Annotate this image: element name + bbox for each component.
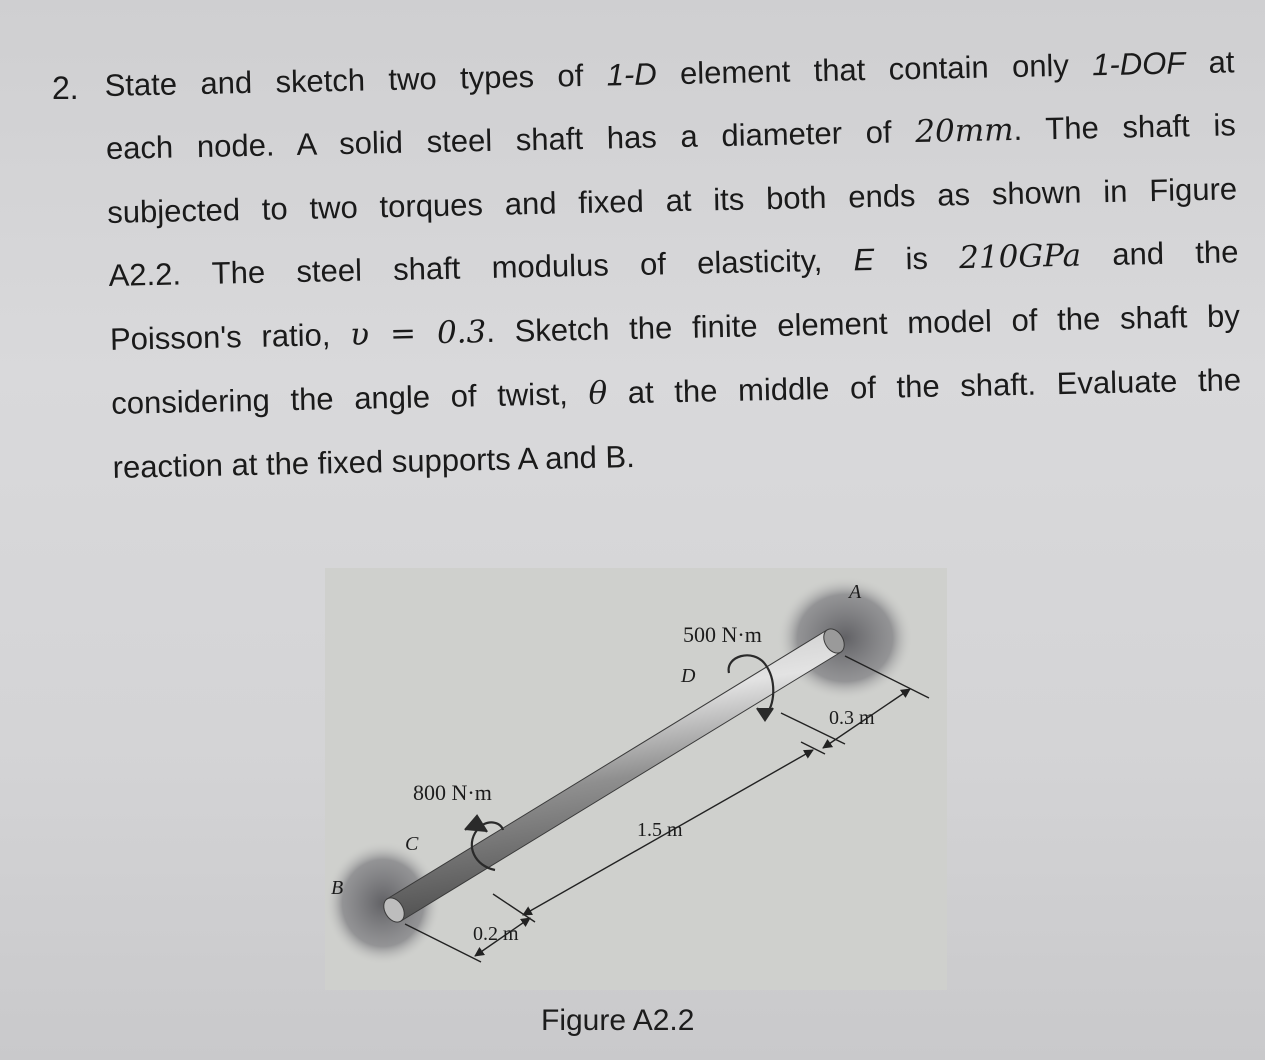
- label-length-cb: 0.2 m: [473, 923, 519, 945]
- question-line-5: Poisson's ratio, υ = 0.3. Sketch the finite element model of the shaft by: [109, 298, 1241, 357]
- figure-caption: Figure A2.2: [541, 1004, 695, 1037]
- question-line-6: considering the angle of twist, θ at the middle of the shaft. Evaluate the: [110, 362, 1242, 421]
- question-number: 2.: [52, 70, 79, 106]
- label-support-b: B: [331, 877, 344, 899]
- label-support-a: A: [849, 581, 862, 603]
- poisson-ratio: υ = 0.3: [349, 314, 487, 353]
- question-line-1: State and sketch two types of 1-D element that contain only 1-DOF at: [104, 44, 1235, 103]
- label-length-ad: 0.3 m: [829, 707, 875, 729]
- term-1d: 1-D: [606, 56, 657, 93]
- symbol-theta: θ: [588, 375, 608, 412]
- question-line-3: subjected to two torques and fixed at its both ends as shown in Figure: [106, 171, 1238, 230]
- shaft-diagram: [325, 568, 947, 990]
- modulus-value: 210GPa: [958, 237, 1082, 277]
- shaft-diameter: 20mm: [914, 111, 1014, 151]
- symbol-e: E: [853, 241, 875, 278]
- figure-a2-2: [325, 568, 947, 990]
- label-point-c: C: [405, 833, 419, 855]
- label-length-dc: 1.5 m: [637, 819, 683, 841]
- support-wall-a: [777, 576, 913, 700]
- question-text: [104, 30, 1243, 499]
- label-point-d: D: [681, 665, 696, 687]
- term-1dof: 1-DOF: [1091, 45, 1186, 83]
- question-line-7: reaction at the fixed supports A and B.: [112, 438, 636, 485]
- label-torque-d: 500 N·m: [683, 622, 762, 647]
- label-torque-c: 800 N·m: [413, 780, 492, 805]
- steel-shaft: [380, 625, 849, 926]
- question-line-2: each node. A solid steel shaft has a diameter of 20mm. The shaft is: [105, 107, 1237, 166]
- question-line-4: A2.2. The steel shaft modulus of elasticity, E is 210GPa and the: [108, 234, 1239, 293]
